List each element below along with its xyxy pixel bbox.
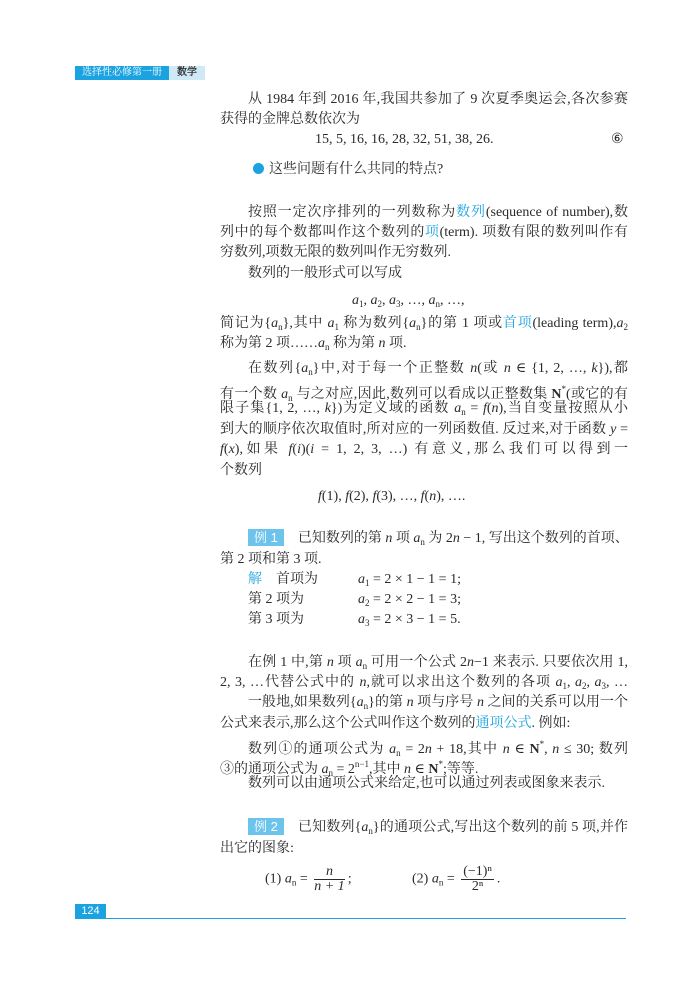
math-var: i: [297, 442, 301, 457]
text: 项.: [385, 336, 407, 351]
text: = 2 × 3 − 1 = 5.: [369, 612, 461, 627]
text: 称为第 2 项……: [220, 336, 318, 351]
text: 之间的关系可以用一个: [483, 695, 628, 710]
page-number: 124: [75, 904, 106, 919]
text: , …: [606, 675, 628, 690]
solution-label: [248, 590, 304, 610]
text: 到大的顺序依次取值时,所对应的一列函数值. 反过来,对于函数: [220, 422, 611, 437]
paragraph-line: [248, 693, 628, 713]
text: 第 2 项和第 3 项.: [220, 552, 322, 567]
solution-formula: [358, 610, 461, 630]
superscript: *: [539, 739, 545, 749]
math-var: f: [318, 489, 322, 504]
formula-label: (1): [265, 871, 285, 887]
denominator: 2ⁿ: [471, 879, 484, 894]
subscript: n: [435, 299, 440, 309]
fraction: [461, 865, 494, 894]
math-var: a: [594, 675, 602, 690]
text: 按照一定次序排列的一列数称为: [248, 205, 457, 220]
subscript: 1: [365, 578, 370, 588]
paragraph-line: [220, 420, 628, 440]
math-var: f: [288, 442, 293, 457]
text: 称为第: [329, 336, 379, 351]
paragraph-line: [248, 359, 628, 379]
subscript: n: [308, 367, 313, 377]
math-var: a: [358, 612, 365, 627]
text: 与之对应,因此,数列可以看成以正整数集: [292, 387, 552, 402]
text: (: [486, 401, 492, 416]
paragraph-line: [248, 653, 628, 673]
math-var: a: [370, 293, 378, 308]
subscript: 1: [562, 681, 567, 691]
paragraph-line: [220, 440, 628, 460]
math-var: n: [467, 655, 475, 670]
text: 数列①的通项公式为: [248, 742, 390, 757]
footer-rule: [75, 918, 626, 919]
math-var: k: [324, 401, 331, 416]
subscript: 2: [377, 299, 382, 309]
paragraph-line: [248, 774, 605, 794]
text: (: [223, 442, 229, 457]
math-var: n: [424, 742, 432, 757]
math-var: a: [301, 361, 309, 376]
example-badge: 例 1: [248, 529, 284, 546]
superscript: *: [438, 759, 443, 769]
text: }的通项公式,写出这个数列的前 5 项,并作: [372, 820, 628, 835]
math-var: f: [345, 489, 350, 504]
text: (1),: [321, 489, 346, 504]
math-bold: N: [551, 387, 562, 402]
paragraph-line: [220, 550, 322, 570]
function-sequence: [318, 487, 465, 507]
math-var: n: [503, 361, 511, 376]
math-var: k: [591, 361, 598, 376]
text: 第 3 项为: [248, 612, 304, 627]
paragraph-line: [220, 223, 628, 243]
math-var: a: [356, 695, 364, 710]
subscript: n: [363, 701, 369, 711]
text: 从 1984 年到 2016 年,我国共参加了 9 次夏季奥运会,各次参赛: [248, 92, 628, 107]
text: 出它的图象:: [220, 841, 294, 856]
math-var: n: [385, 531, 393, 546]
formula-end: .: [496, 871, 501, 887]
text: 这些问题有什么共同的特点?: [269, 162, 444, 177]
math-var: i: [310, 442, 315, 457]
subscript: n: [288, 393, 293, 403]
text: (term). 项数有限的数列叫作有: [439, 225, 628, 240]
text: ),如果: [234, 442, 289, 457]
numerator: n: [314, 865, 344, 880]
text: 在数列{: [248, 361, 302, 376]
math-var: a: [355, 655, 363, 670]
subject-label: 数学: [169, 66, 205, 80]
math-var: n: [429, 489, 437, 504]
text: )(: [300, 442, 311, 457]
text: }),都: [597, 361, 628, 376]
text: ), ….: [436, 489, 466, 504]
denominator: n + 1: [314, 879, 345, 894]
sequence-marker: ⑥: [611, 132, 624, 147]
text: ,其中: [368, 762, 404, 777]
text: 穷数列,项数无限的数列叫作无穷数列.: [220, 245, 451, 260]
math-var: a: [327, 316, 335, 331]
text: ≤ 30; 数列: [559, 742, 629, 757]
example2-formula-1: [265, 864, 352, 894]
text: 15, 5, 16, 16, 28, 32, 51, 38, 26.: [315, 132, 494, 147]
math-var: a: [281, 387, 289, 402]
text: 在例 1 中,第: [248, 655, 327, 670]
math-bold: N: [428, 762, 439, 777]
text: }的第: [368, 695, 407, 710]
math-var: a: [352, 293, 359, 308]
math-var: a: [358, 592, 365, 607]
text: = 2 × 2 − 1 = 3;: [369, 592, 461, 607]
math-var: x: [228, 442, 235, 457]
text: , …,: [400, 293, 429, 308]
paragraph-line: [220, 461, 262, 481]
math-var: n: [502, 742, 510, 757]
paragraph-line: [248, 734, 629, 758]
math-var: a: [575, 675, 582, 690]
paragraph-line: [220, 243, 451, 263]
text: ,就可以求出这个数列的各项: [366, 675, 556, 690]
text: 项: [333, 655, 356, 670]
text: 称为数列{: [338, 316, 410, 331]
text: 数列可以由通项公式来给定,也可以通过列表或图象来表示.: [248, 776, 605, 791]
text: −1 来表示. 只要依次用 1,: [474, 655, 629, 670]
solution-label: [248, 570, 318, 590]
math-var: n: [378, 336, 386, 351]
paragraph-line: [220, 754, 479, 778]
text: = 2: [333, 762, 355, 777]
math-var: a: [409, 316, 417, 331]
text: =: [465, 401, 483, 416]
paragraph-line: [248, 90, 628, 110]
text: 已知数列{: [297, 820, 362, 835]
text: ,: [586, 675, 595, 690]
paragraph-line: [220, 839, 294, 859]
math-var: a: [454, 401, 462, 416]
key-term: 项: [424, 225, 440, 240]
subscript: 3: [365, 618, 370, 628]
text: 列中的每个数都叫作这个数列的: [220, 225, 425, 240]
math-var: f: [420, 489, 425, 504]
math-var: n: [403, 762, 411, 777]
sequence-6: [315, 130, 494, 150]
math-var: a: [555, 675, 563, 690]
text: 限子集{1, 2, …,: [220, 401, 325, 416]
example2-question: [248, 818, 628, 838]
math-var: a: [321, 762, 329, 777]
key-term: 数列: [456, 205, 486, 220]
paragraph-line: [248, 203, 628, 223]
text: (: [424, 489, 430, 504]
text: (或: [477, 361, 504, 376]
superscript: n−1: [354, 759, 369, 769]
paragraph-line: [220, 379, 629, 403]
subscript: 1: [359, 299, 364, 309]
formula-sub: n: [438, 877, 444, 888]
formula-eq: =: [296, 871, 308, 887]
formula-label: (2): [412, 871, 432, 887]
subscript: n: [461, 407, 466, 417]
text: 获得的金牌总数依次为: [220, 112, 360, 127]
subscript: 3: [396, 299, 401, 309]
formula-eq: =: [443, 871, 455, 887]
text: =: [616, 422, 628, 437]
key-term: 解: [248, 572, 262, 587]
paragraph-line: [220, 399, 628, 419]
text: })为定义域的函数: [330, 401, 455, 416]
paragraph-line: [220, 673, 628, 693]
text: 公式来表示,那么这个公式叫作这个数列的: [220, 716, 476, 731]
question: [253, 160, 443, 180]
fraction: [314, 865, 344, 894]
text: = 2: [400, 742, 425, 757]
text: , …,: [440, 293, 465, 308]
text: − 1, 写出这个数列的首项、: [459, 531, 629, 546]
text: (sequence of number),数: [485, 205, 629, 220]
text: ③的通项公式为: [220, 762, 322, 777]
text: 首项为: [262, 572, 318, 587]
superscript: *: [561, 384, 567, 394]
text: 项: [392, 531, 414, 546]
bullet-dot-icon: [253, 163, 264, 174]
text: ∈: [410, 762, 429, 777]
text: 数列的一般形式可以写成: [248, 266, 402, 281]
math-var: n: [326, 655, 334, 670]
text: 简记为{: [220, 316, 272, 331]
math-var: f: [482, 401, 487, 416]
solution-formula: [358, 590, 461, 610]
math-var: a: [318, 336, 325, 351]
text: ,: [567, 675, 575, 690]
text: . 例如:: [531, 716, 571, 731]
subscript: n: [278, 322, 283, 332]
formula-sub: n: [291, 877, 297, 888]
text: (或它的有: [566, 387, 629, 402]
math-var: y: [610, 422, 617, 437]
paragraph-line: [220, 334, 407, 354]
paragraph-line: [248, 264, 402, 284]
math-var: a: [389, 293, 396, 308]
text: }中,对于每一个正整数: [312, 361, 471, 376]
text: ,: [363, 293, 371, 308]
math-var: a: [413, 531, 421, 546]
solution-label: [248, 610, 304, 630]
text: },其中: [282, 316, 328, 331]
text: 为 2: [424, 531, 453, 546]
math-var: a: [389, 742, 397, 757]
text: + 18,其中: [431, 742, 503, 757]
subscript: n: [325, 342, 330, 352]
paragraph-line: [220, 110, 360, 130]
general-form: [352, 291, 465, 311]
text: = 1, 2, 3, …) 有意义,那么我们可以得到一: [314, 442, 628, 457]
paragraph-line: [220, 714, 570, 734]
text: ,: [382, 293, 389, 308]
subscript: 3: [601, 681, 606, 691]
example1-question: [248, 529, 628, 549]
text: (leading term),: [532, 316, 617, 331]
formula-var: a: [431, 871, 439, 887]
example2-formula-2: [412, 864, 501, 894]
text: (: [292, 442, 298, 457]
text: 项与序号: [413, 695, 477, 710]
text: 个数列: [220, 463, 262, 478]
text: ),当自变量按照从小: [498, 401, 628, 416]
solution-formula: [358, 570, 461, 590]
math-var: n: [452, 531, 460, 546]
math-var: a: [271, 316, 279, 331]
formula-var: a: [284, 871, 292, 887]
math-var: n: [491, 401, 499, 416]
text: }的第 1 项或: [420, 316, 503, 331]
text: ,: [544, 742, 553, 757]
text: ∈: [509, 742, 530, 757]
subscript: n: [368, 826, 373, 836]
text: (2),: [349, 489, 373, 504]
subscript: n: [362, 661, 368, 671]
formula-end: ;: [347, 871, 352, 887]
text: 可用一个公式 2: [367, 655, 468, 670]
math-bold: N: [529, 742, 540, 757]
text: 第 2 项为: [248, 592, 304, 607]
text: ;等等.: [442, 762, 479, 777]
math-var: a: [358, 572, 365, 587]
text: (3), …,: [376, 489, 421, 504]
subscript: 1: [334, 322, 339, 332]
book-header: [75, 66, 205, 80]
math-var: n: [470, 361, 478, 376]
text: ∈ {1, 2, …,: [510, 361, 592, 376]
math-var: n: [359, 675, 367, 690]
book-title: 选择性必修第一册: [75, 66, 169, 80]
math-var: f: [220, 442, 224, 457]
math-var: a: [616, 316, 624, 331]
math-var: f: [372, 489, 377, 504]
key-term: 首项: [502, 316, 533, 331]
text: 有一个数: [220, 387, 282, 402]
math-var: n: [406, 695, 414, 710]
subscript: 2: [623, 322, 628, 332]
subscript: n: [328, 768, 333, 778]
text: 已知数列的第: [297, 531, 386, 546]
subscript: 2: [365, 598, 370, 608]
subscript: n: [396, 748, 401, 758]
subscript: 2: [582, 681, 587, 691]
math-var: n: [476, 695, 484, 710]
math-var: n: [552, 742, 560, 757]
text: = 2 × 1 − 1 = 1;: [369, 572, 461, 587]
paragraph-line: [220, 314, 628, 334]
math-var: a: [361, 820, 369, 835]
text: 2, 3, …代替公式中的: [220, 675, 360, 690]
subscript: n: [416, 322, 421, 332]
numerator: (−1)ⁿ: [463, 864, 492, 879]
math-var: a: [428, 293, 436, 308]
text: 一般地,如果数列{: [248, 695, 357, 710]
key-term: 通项公式: [475, 716, 532, 731]
subscript: n: [420, 537, 425, 547]
example-badge: 例 2: [248, 818, 284, 835]
